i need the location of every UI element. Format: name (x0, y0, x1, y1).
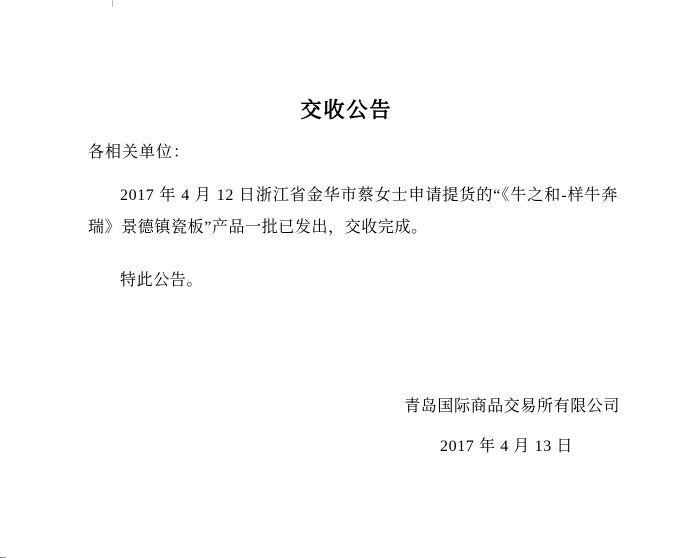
signature-date: 2017 年 4 月 13 日 (440, 438, 573, 455)
salutation-line: 各相关单位： (88, 144, 191, 161)
page-title: 交收公告 (300, 98, 393, 122)
closing-paragraph: 特此公告。 (120, 272, 204, 289)
signature-company: 青岛国际商品交易所有限公司 (404, 398, 620, 415)
page-top-crop-mark (112, 0, 113, 7)
body-paragraph: 2017 年 4 月 12 日浙江省金华市蔡女士申请提货的“《牛之和-样牛奔瑞》景德镇瓷板”产品一批已发出，交收完成。 (88, 187, 618, 236)
